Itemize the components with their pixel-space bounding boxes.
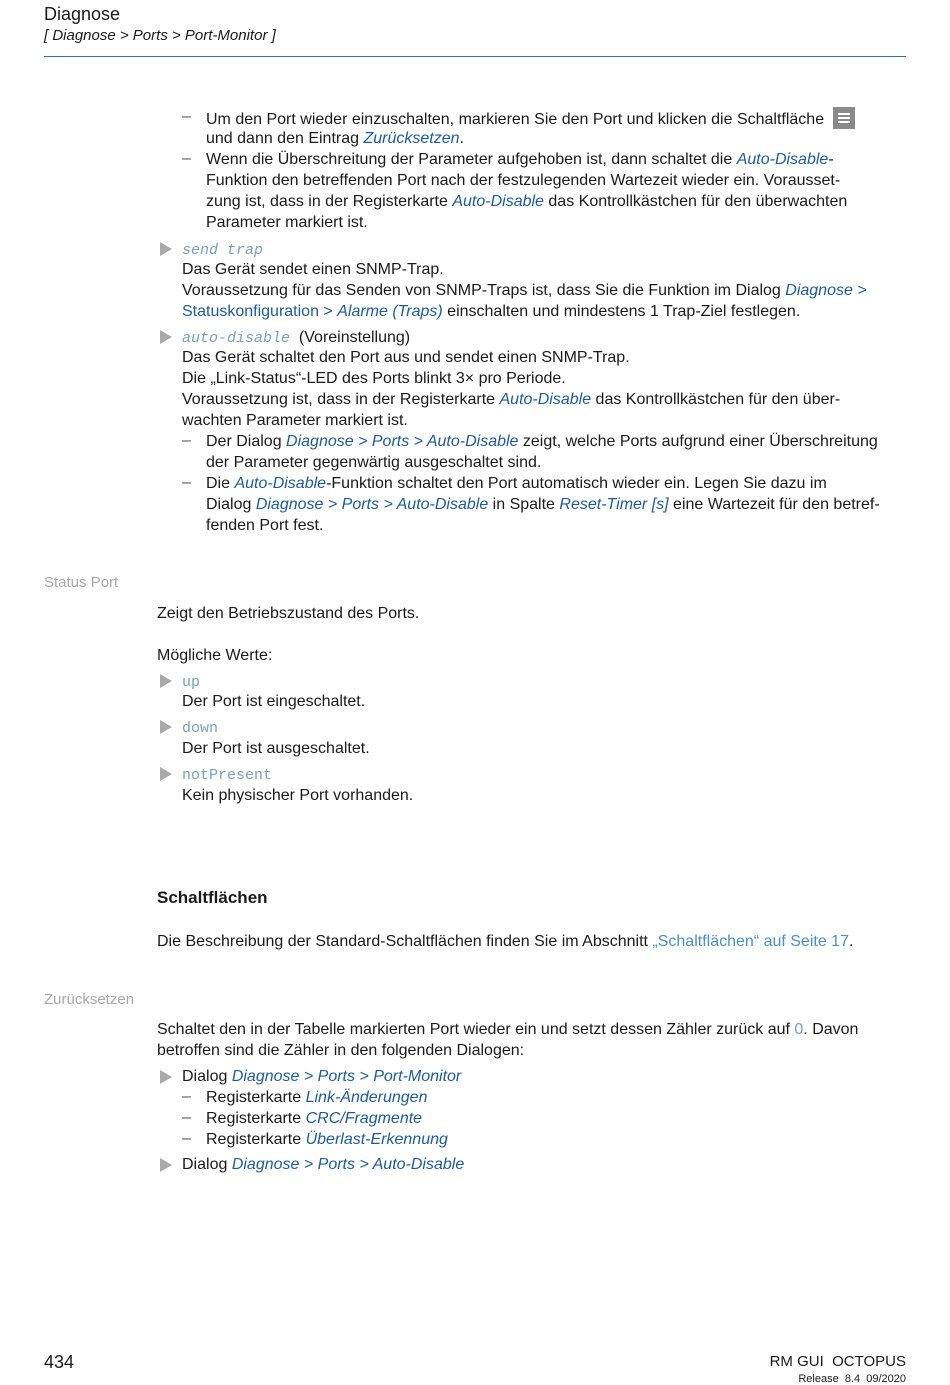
header-divider	[44, 56, 906, 57]
breadcrumb: [ Diagnose > Ports > Port-Monitor ]	[44, 27, 276, 44]
value-code: up	[182, 674, 201, 691]
link-tab-link-aenderungen[interactable]: Link-Änderungen	[305, 1089, 428, 1106]
text-line: Wenn die Überschreitung der Parameter aufgehoben ist, dann schaltet die Auto-Disable-	[206, 151, 834, 168]
link-auto-disable-dialog[interactable]: Diagnose > Ports > Auto-Disable	[231, 1156, 465, 1173]
value-code: send trap	[182, 242, 264, 259]
link-reset-timer[interactable]: Reset-Timer [s]	[559, 496, 669, 513]
text-line: Der Port ist ausgeschaltet.	[182, 740, 370, 757]
link-auto-disable[interactable]: Auto-Disable	[499, 391, 592, 408]
bullet-triangle-icon	[160, 674, 172, 688]
text-line: Dialog Diagnose > Ports > Auto-Disable	[182, 1156, 465, 1173]
link-auto-disable[interactable]: Auto-Disable	[452, 193, 544, 210]
text-line: Kein physischer Port vorhanden.	[182, 787, 414, 804]
text-line: Die Auto-Disable-Funktion schaltet den Port automatisch wieder ein. Legen Sie dazu im	[206, 475, 827, 492]
dash-marker: –	[182, 1130, 191, 1147]
text-line: wachten Parameter markiert ist.	[182, 412, 408, 429]
text-line: Voraussetzung für das Senden von SNMP-Traps ist, dass Sie die Funktion im Dialog Diagnose >	[182, 282, 867, 299]
dash-marker: –	[182, 150, 191, 167]
text-line: fenden Port fest.	[206, 517, 324, 534]
text-line: Das Gerät schaltet den Port aus und sendet einen SNMP-Trap.	[182, 349, 630, 366]
text-line: Registerkarte Link-Änderungen	[206, 1089, 428, 1106]
bullet-triangle-icon	[160, 1070, 172, 1084]
side-label-status-port: Status Port	[44, 574, 119, 591]
text-line: der Parameter gegenwärtig ausgeschaltet sind.	[206, 454, 542, 471]
bullet-triangle-icon	[160, 242, 172, 256]
dash-marker: –	[182, 1088, 191, 1105]
text-line: betroffen sind die Zähler in den folgenden Dialogen:	[157, 1042, 525, 1059]
link-zuruecksetzen[interactable]: Zurücksetzen	[363, 130, 460, 147]
bullet-triangle-icon	[160, 1158, 172, 1172]
link-diagnose[interactable]: Diagnose >	[785, 282, 867, 299]
text-line: Registerkarte Überlast-Erkennung	[206, 1131, 448, 1148]
text-line: Der Port ist eingeschaltet.	[182, 693, 366, 710]
text-line: Dialog Diagnose > Ports > Auto-Disable in Spalte Reset-Timer [s] eine Wartezeit für den betref-	[206, 496, 880, 513]
text-line: Der Dialog Diagnose > Ports > Auto-Disable zeigt, welche Ports aufgrund einer Überschreitung	[206, 433, 878, 450]
text-line: zung ist, dass in der Registerkarte Auto-Disable das Kontrollkästchen für den überwachten	[206, 193, 848, 210]
text-line: und dann den Eintrag Zurücksetzen.	[206, 130, 464, 147]
text-line: Registerkarte CRC/Fragmente	[206, 1110, 423, 1127]
link-tab-crc-fragmente[interactable]: CRC/Fragmente	[305, 1110, 423, 1127]
side-label-zuruecksetzen: Zurücksetzen	[44, 991, 135, 1008]
text-line: Voraussetzung ist, dass in der Registerkarte Auto-Disable das Kontrollkästchen für den über-	[182, 391, 841, 408]
release-info: Release 8.4 09/2020	[798, 1373, 906, 1385]
text-line: Parameter markiert ist.	[206, 214, 368, 231]
link-statuskonfiguration[interactable]: Statuskonfiguration >	[182, 303, 338, 320]
dash-marker: –	[182, 108, 191, 125]
text-line: Das Gerät sendet einen SNMP-Trap.	[182, 261, 444, 278]
link-auto-disable[interactable]: Auto-Disable	[234, 475, 327, 492]
bullet-triangle-icon	[160, 767, 172, 781]
value-code: down	[182, 720, 219, 737]
link-port-monitor[interactable]: Diagnose > Ports > Port-Monitor	[231, 1068, 462, 1085]
section-heading: Schaltflächen	[157, 888, 268, 907]
text-line: Die „Link-Status“-LED des Ports blinkt 3× pro Periode.	[182, 370, 566, 387]
text-line: Statuskonfiguration > Alarme (Traps) einschalten und mindestens 1 Trap-Ziel festlegen.	[182, 303, 801, 320]
text-line: Funktion den betreffenden Port nach der festzulegenden Wartezeit wieder ein. Vorausset-	[206, 172, 841, 189]
bullet-triangle-icon	[160, 330, 172, 344]
dash-marker: –	[182, 1109, 191, 1126]
bullet-triangle-icon	[160, 720, 172, 734]
value-code: notPresent	[182, 767, 273, 784]
link-auto-disable[interactable]: Auto-Disable	[736, 151, 829, 168]
chapter-title: Diagnose	[44, 4, 121, 24]
menu-icon	[833, 107, 855, 129]
link-auto-disable-dialog[interactable]: Diagnose > Ports > Auto-Disable	[286, 433, 519, 450]
text-line: Zeigt den Betriebszustand des Ports.	[157, 605, 420, 622]
text-line: Schaltet den in der Tabelle markierten Port wieder ein und setzt dessen Zähler zurück auf 0. Davon	[157, 1021, 859, 1038]
text-line: Dialog Diagnose > Ports > Port-Monitor	[182, 1068, 462, 1085]
link-alarme-traps[interactable]: Alarme (Traps)	[337, 303, 443, 320]
text-line: Die Beschreibung der Standard-Schaltflächen finden Sie im Abschnitt „Schaltflächen“ auf Seite 17.	[157, 933, 854, 950]
value-code: auto-disable (Voreinstellung)	[182, 329, 411, 347]
xref-schaltflaechen[interactable]: „Schaltflächen“ auf Seite 17	[652, 933, 849, 950]
link-tab-ueberlast-erkennung[interactable]: Überlast-Erkennung	[305, 1131, 448, 1148]
text-fragment: Um den Port wieder einzuschalten, markieren Sie den Port und klicken die Schaltfläche	[206, 111, 825, 128]
document-title: RM GUI OCTOPUS	[769, 1353, 906, 1370]
link-auto-disable-dialog[interactable]: Diagnose > Ports > Auto-Disable	[255, 496, 489, 513]
text-line: Mögliche Werte:	[157, 647, 273, 664]
text-line	[206, 107, 855, 130]
page-number: 434	[44, 1352, 75, 1372]
dash-marker: –	[182, 474, 191, 491]
dash-marker: –	[182, 432, 191, 449]
